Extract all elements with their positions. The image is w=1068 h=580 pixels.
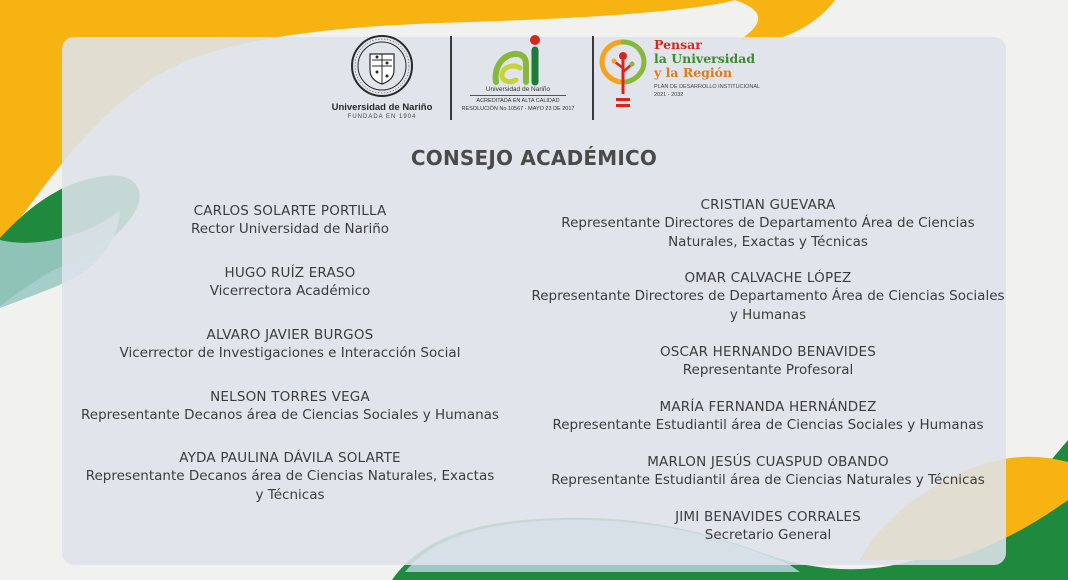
header-logos	[330, 32, 770, 124]
pensar-region-icon	[598, 38, 648, 112]
member-role: Vicerrectora Académico	[209, 283, 371, 299]
page-title: CONSEJO ACADÉMICO	[410, 146, 658, 170]
member-name: CRISTIAN GUEVARA	[700, 197, 836, 213]
member-name: JIMI BENAVIDES CORRALES	[675, 509, 861, 525]
member-name: MARLON JESÚS CUASPUD OBANDO	[647, 454, 889, 470]
member-name: MARÍA FERNANDA HERNÁNDEZ	[659, 399, 877, 415]
accreditation-rule	[470, 95, 566, 96]
university-logo	[330, 32, 440, 124]
member-role: Rector Universidad de Nariño	[190, 221, 390, 237]
accreditation-logo	[460, 32, 576, 124]
plan-title-line2: la Universidad	[654, 51, 756, 66]
member-entry	[540, 453, 996, 490]
member-role: Representante Profesoral	[682, 362, 854, 378]
development-plan-logo	[598, 36, 778, 120]
member-name: ALVARO JAVIER BURGOS	[206, 327, 374, 343]
member-entry	[80, 326, 500, 363]
university-seal-icon	[350, 34, 414, 98]
plan-title-line1: Pensar	[654, 37, 702, 52]
plan-subtitle: PLAN DE DESARROLLO INSTITUCIONAL	[654, 84, 761, 90]
member-entry	[80, 264, 500, 301]
plan-title-line3: y la Región	[654, 65, 733, 80]
member-entry	[548, 196, 988, 251]
university-founded: FUNDADA EN 1904	[347, 114, 417, 120]
accreditation-resolution: RESOLUCIÓN No.10567 - MAYO 23 DE 2017	[461, 106, 575, 112]
accreditation-university: Universidad de Nariño	[485, 86, 551, 93]
member-entry	[548, 343, 988, 380]
university-name: Universidad de Nariño	[331, 102, 433, 113]
member-role: Representante Estudiantil área de Ciencias Naturales y Técnicas	[551, 472, 985, 488]
member-name: OMAR CALVACHE LÓPEZ	[684, 270, 852, 286]
ai-accreditation-icon	[490, 34, 546, 86]
member-name: CARLOS SOLARTE PORTILLA	[193, 203, 387, 219]
member-name: HUGO RUÍZ ERASO	[224, 265, 356, 281]
member-entry	[548, 508, 988, 545]
member-name: AYDA PAULINA DÁVILA SOLARTE	[179, 450, 401, 466]
logo-divider	[450, 36, 452, 120]
member-role: Secretario General	[704, 527, 832, 543]
member-role: Vicerrector de Investigaciones e Interacción Social	[119, 345, 461, 361]
member-entry	[80, 388, 500, 425]
member-role: Representante Directores de Departamento Área de Ciencias Naturales, Exactas y Técnicas	[561, 215, 975, 250]
member-role: Representante Decanos área de Ciencias Sociales y Humanas	[81, 407, 499, 423]
member-role: Representante Estudiantil área de Ciencias Sociales y Humanas	[552, 417, 984, 433]
member-entry	[530, 269, 1006, 324]
accreditation-text: ACREDITADA EN ALTA CALIDAD	[476, 98, 560, 104]
member-entry	[540, 398, 996, 435]
member-role: Representante Directores de Departamento Área de Ciencias Sociales y Humanas	[531, 288, 1005, 323]
plan-years: 2021 - 2032	[654, 92, 684, 98]
logo-divider	[592, 36, 594, 120]
member-role: Representante Decanos área de Ciencias Naturales, Exactas y Técnicas	[85, 468, 495, 503]
member-entry	[80, 202, 500, 239]
member-entry	[80, 449, 500, 504]
member-name: NELSON TORRES VEGA	[210, 389, 370, 405]
member-name: OSCAR HERNANDO BENAVIDES	[659, 344, 877, 360]
